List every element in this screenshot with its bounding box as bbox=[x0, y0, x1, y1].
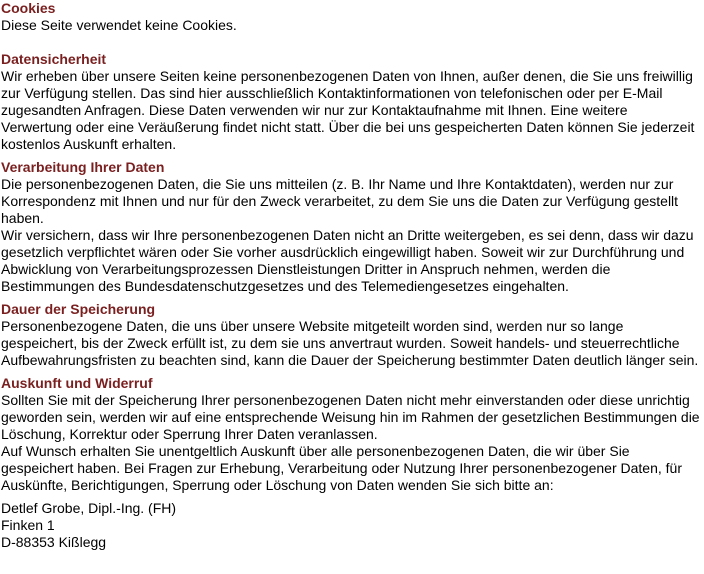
section-heading: Datensicherheit bbox=[1, 51, 107, 67]
contact-address bbox=[1, 500, 702, 551]
section-paragraph: Sollten Sie mit der Speicherung Ihrer personenbezogenen Daten nicht mehr einverstanden oder diese unrichtig geworden sein, werden wir auf eine entsprechende Weisung hin im Rahmen der gesetzlichen Bestimmungen die Löschung, Korrektur oder Sperrung Ihrer Daten veranlassen. bbox=[1, 392, 700, 442]
section-paragraph: Wir versichern, dass wir Ihre personenbezogenen Daten nicht an Dritte weitergeben, es sei denn, dass wir dazu gesetzlich verpflichtet wären oder Sie vorher ausdrücklich eingewilligt haben. Soweit wir zur Durchführung und Abwicklung von Verarbeitungsprozessen Dienstleistungen Dritter in Anspruch nehmen, werden die Bestimmungen des Bundesdatenschutzgesetzes und des Telemediengesetzes eingehalten. bbox=[1, 227, 694, 294]
section-verarbeitung bbox=[1, 159, 702, 295]
section-datensicherheit bbox=[1, 51, 702, 153]
section-auskunft-widerruf bbox=[1, 375, 702, 494]
section-paragraph: Die personenbezogenen Daten, die Sie uns mitteilen (z. B. Ihr Name und Ihre Kontaktdaten), werden nur zur Korrespondenz mit Ihnen und nur für den Zweck verarbeitet, zu dem Sie uns die Daten zur Verfügung gestellt haben. bbox=[1, 176, 679, 226]
section-heading: Dauer der Speicherung bbox=[1, 301, 156, 317]
section-heading: Auskunft und Widerruf bbox=[1, 375, 153, 391]
section-dauer-speicherung bbox=[1, 301, 702, 369]
section-cookies bbox=[1, 0, 702, 34]
contact-street: Finken 1 bbox=[1, 517, 55, 533]
contact-city: D-88353 Kißlegg bbox=[1, 534, 107, 550]
section-heading: Cookies bbox=[1, 0, 56, 16]
section-paragraph: Auf Wunsch erhalten Sie unentgeltlich Auskunft über alle personenbezogenen Daten, die wir über Sie gespeichert haben. Bei Fragen zur Erhebung, Verarbeitung oder Nutzung Ihrer personenbezogener Daten, für Auskünfte, Berichtigungen, Sperrung oder Löschung von Daten wenden Sie sich bitte an: bbox=[1, 443, 682, 493]
contact-name: Detlef Grobe, Dipl.-Ing. (FH) bbox=[1, 500, 177, 516]
section-paragraph: Personenbezogene Daten, die uns über unsere Website mitgeteilt worden sind, werden nur so lange gespeichert, bis der Zweck erfüllt ist, zu dem sie uns anvertraut wurden. Soweit handels- und steuerrechtliche Aufbewahrungsfristen zu beachten sind, kann die Dauer der Speicherung bestimmter Daten deutlich länger sein. bbox=[1, 318, 699, 368]
section-paragraph: Wir erheben über unsere Seiten keine personenbezogenen Daten von Ihnen, außer denen, die Sie uns freiwillig zur Verfügung stellen. Das sind hier ausschließlich Kontaktinformationen von telefonischen oder per E-Mail zugesandten Anfragen. Diese Daten verwenden wir nur zur Kontaktaufnahme mit Ihnen. Eine weitere Verwertung oder eine Veräußerung findet nicht statt. Über die bei uns gespeicherten Daten können Sie jederzeit kostenlos Auskunft erhalten. bbox=[1, 68, 695, 152]
spacer bbox=[1, 34, 702, 51]
section-heading: Verarbeitung Ihrer Daten bbox=[1, 159, 165, 175]
section-paragraph: Diese Seite verwendet keine Cookies. bbox=[1, 17, 237, 33]
